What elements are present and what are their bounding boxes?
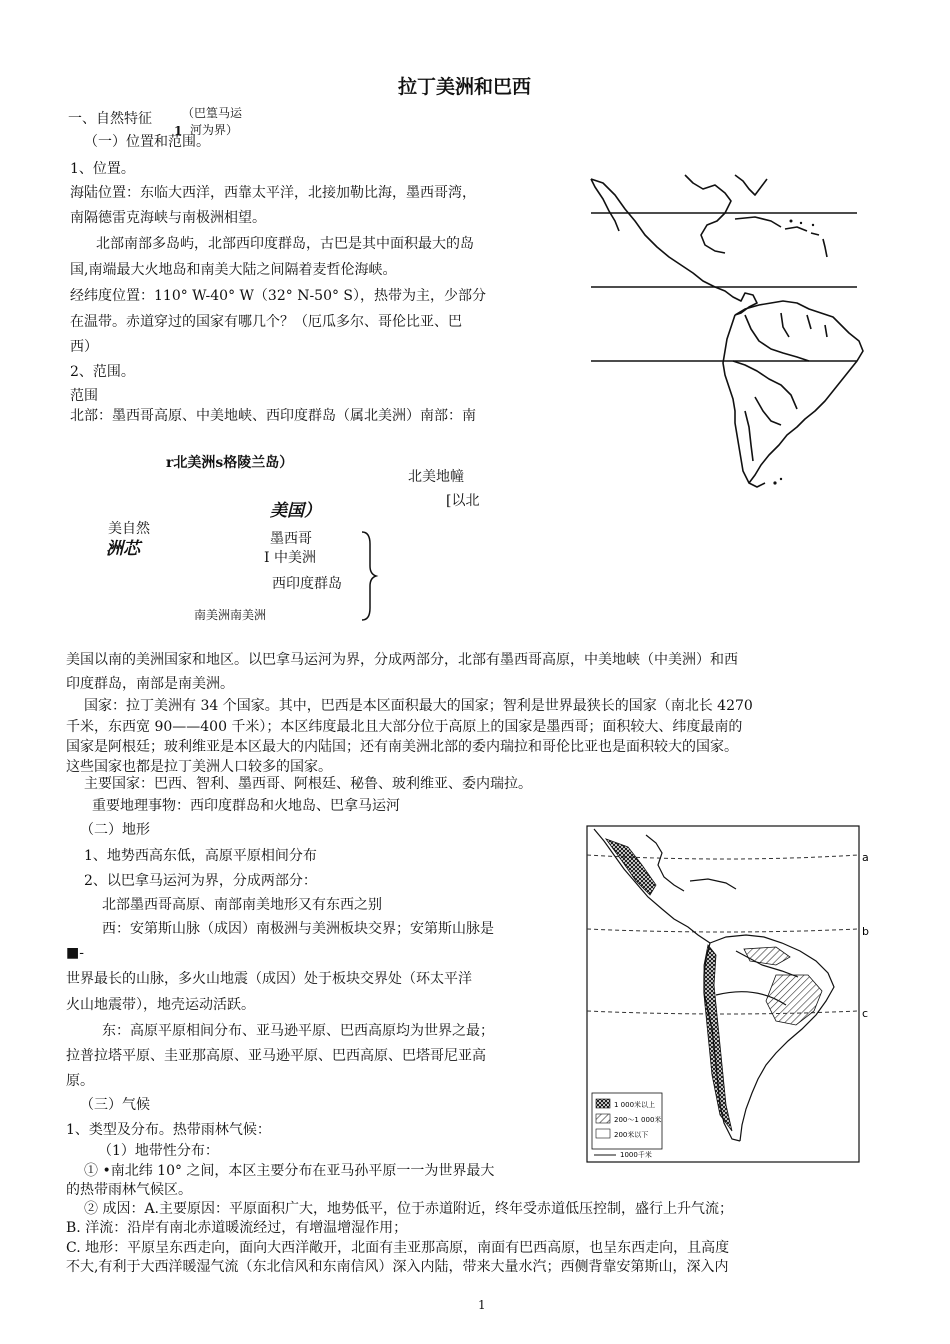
paragraph-line: 重要地理事物：西印度群岛和火地岛、巴拿马运河: [92, 798, 400, 814]
paragraph-line: 国家是阿根廷；玻利维亚是本区最大的内陆国；还有南美洲北部的委内瑞拉和哥伦比亚也是面积较大的国家。: [66, 739, 738, 755]
legend-item: 200米以下: [614, 1131, 649, 1139]
paragraph-line: 千米，东西宽 90——400 千米）；本区纬度最北且大部分位于高原上的国家是墨西哥；面积较大、纬度最南的: [66, 719, 743, 735]
section-heading: 一、自然特征: [68, 111, 152, 127]
paragraph-line: 南隔德雷克海峡与南极洲相望。: [70, 210, 266, 226]
subsection-heading: （二）地形: [80, 822, 150, 838]
scale-bar-label: 1000千米: [620, 1151, 652, 1159]
note-text: （巴篁马运: [182, 106, 243, 120]
paragraph-line: ■-: [66, 945, 84, 961]
paragraph-line: ② 成因：A.主要原因：平原面积广大，地势低平，位于赤道附近，终年受赤道低压控制，盛行上升气流；: [84, 1201, 734, 1217]
legend-swatch: [596, 1129, 610, 1138]
diagram-label: 南美洲南美洲: [194, 608, 267, 622]
diagram-label: 北美地幢: [408, 469, 464, 485]
paragraph-line: 1、类型及分布。热带雨林气候：: [66, 1122, 271, 1138]
paragraph-line: 西）: [70, 339, 98, 355]
legend-item: 1 000米以上: [614, 1101, 656, 1109]
diagram-label: I 中美洲: [264, 550, 316, 566]
paragraph-line: 火山地震带），地壳运动活跃。: [66, 997, 255, 1013]
subsection-heading: （一）位置和范围。: [84, 134, 210, 150]
paragraph-line: 北部：墨西哥高原、中美地峡、西印度群岛（属北美洲）南部：南: [70, 408, 476, 424]
subsection-heading: （三）气候: [80, 1097, 150, 1113]
paragraph-line: 印度群岛，南部是南美洲。: [66, 676, 234, 692]
terrain-map: [586, 825, 878, 1165]
paragraph-line: 主要国家：巴西、智利、墨西哥、阿根廷、秘鲁、玻利维亚、委内瑞拉。: [84, 776, 532, 792]
paragraph-line: 北部南部多岛屿，北部西印度群岛，古巴是其中面积最大的岛: [96, 236, 474, 252]
paragraph-line: 的热带雨林气候区。: [66, 1182, 192, 1198]
paragraph-line: 西：安第斯山脉（成因）南极洲与美洲板块交界；安第斯山脉是: [102, 921, 494, 937]
paragraph-line: 拉普拉塔平原、圭亚那高原、亚马逊平原、巴西高原、巴塔哥尼亚高: [66, 1048, 486, 1064]
legend-item: 200～1 000米: [614, 1116, 662, 1124]
map-label-a: a: [862, 851, 869, 864]
diagram-label: 美自然: [108, 521, 150, 537]
paragraph-line: 不大,有利于大西洋暖湿气流（东北信风和东南信风）深入内陆，带来大量水汽；西侧背靠安第斯山，深入内: [66, 1259, 729, 1275]
diagram-label: [以北: [446, 493, 480, 509]
brace-icon: [358, 530, 380, 622]
legend-swatch: [596, 1099, 610, 1108]
diagram-label: 墨西哥: [270, 531, 312, 547]
paragraph-line: 国,南端最大火地岛和南美大陆之间隔着麦哲伦海峡。: [70, 262, 397, 278]
map-label-b: b: [862, 925, 869, 938]
note-number: 1: [174, 124, 183, 138]
paragraph-line: 范围: [70, 388, 98, 404]
paragraph-line: 这些国家也都是拉丁美洲人口较多的国家。: [66, 759, 332, 775]
page-number: 1: [478, 1298, 486, 1312]
paragraph-line: 经纬度位置：110° W-40° W（32° N-50° S），热带为主，少部分: [70, 288, 487, 304]
paragraph-line: 1、位置。: [70, 161, 135, 177]
paragraph-line: 在温带。赤道穿过的国家有哪几个？（厄瓜多尔、哥伦比亚、巴: [70, 314, 462, 330]
paragraph-line: （1）地带性分布：: [98, 1143, 219, 1159]
note-text: 河为界）: [190, 123, 239, 137]
diagram-label: 西印度群岛: [272, 576, 342, 592]
paragraph-line: 2、以巴拿马运河为界，分成两部分：: [84, 873, 317, 889]
diagram-label: 洲芯: [106, 539, 140, 559]
paragraph-line: 2、范围。: [70, 364, 135, 380]
paragraph-line: ① •南北纬 10° 之间，本区主要分布在亚马孙平原一一为世界最大: [84, 1163, 495, 1179]
page-title: 拉丁美洲和巴西: [398, 76, 532, 98]
paragraph-line: 世界最长的山脉，多火山地震（成因）处于板块交界处（环太平洋: [66, 971, 472, 987]
latin-america-outline-map: [585, 165, 865, 500]
paragraph-line: 东：高原平原相间分布、亚马逊平原、巴西高原均为世界之最；: [102, 1023, 494, 1039]
paragraph-line: 海陆位置：东临大西洋，西靠太平洋，北接加勒比海，墨西哥湾，: [70, 185, 476, 201]
paragraph-line: B. 洋流：沿岸有南北赤道暖流经过，有增温增湿作用；: [66, 1220, 408, 1236]
diagram-label: 美国）: [270, 501, 321, 521]
paragraph-line: 美国以南的美洲国家和地区。以巴拿马运河为界，分成两部分，北部有墨西哥高原，中美地峡（中美洲）和西: [66, 652, 738, 668]
paragraph-line: C. 地形：平原呈东西走向，面向大西洋敞开，北面有圭亚那高原，南面有巴西高原，也呈东西走向，且高度: [66, 1240, 730, 1256]
paragraph-line: 国家：拉丁美洲有 34 个国家。其中，巴西是本区面积最大的国家；智利是世界最狭长的国家（南北长 4270: [84, 698, 753, 714]
paragraph-line: 原。: [66, 1073, 94, 1089]
diagram-label: r北美洲s格陵兰岛）: [166, 455, 294, 471]
map-label-c: c: [862, 1007, 869, 1020]
legend-swatch: [596, 1114, 610, 1123]
paragraph-line: 1、地势西高东低，高原平原相间分布: [84, 848, 317, 864]
paragraph-line: 北部墨西哥高原、南部南美地形又有东西之别: [102, 897, 382, 913]
